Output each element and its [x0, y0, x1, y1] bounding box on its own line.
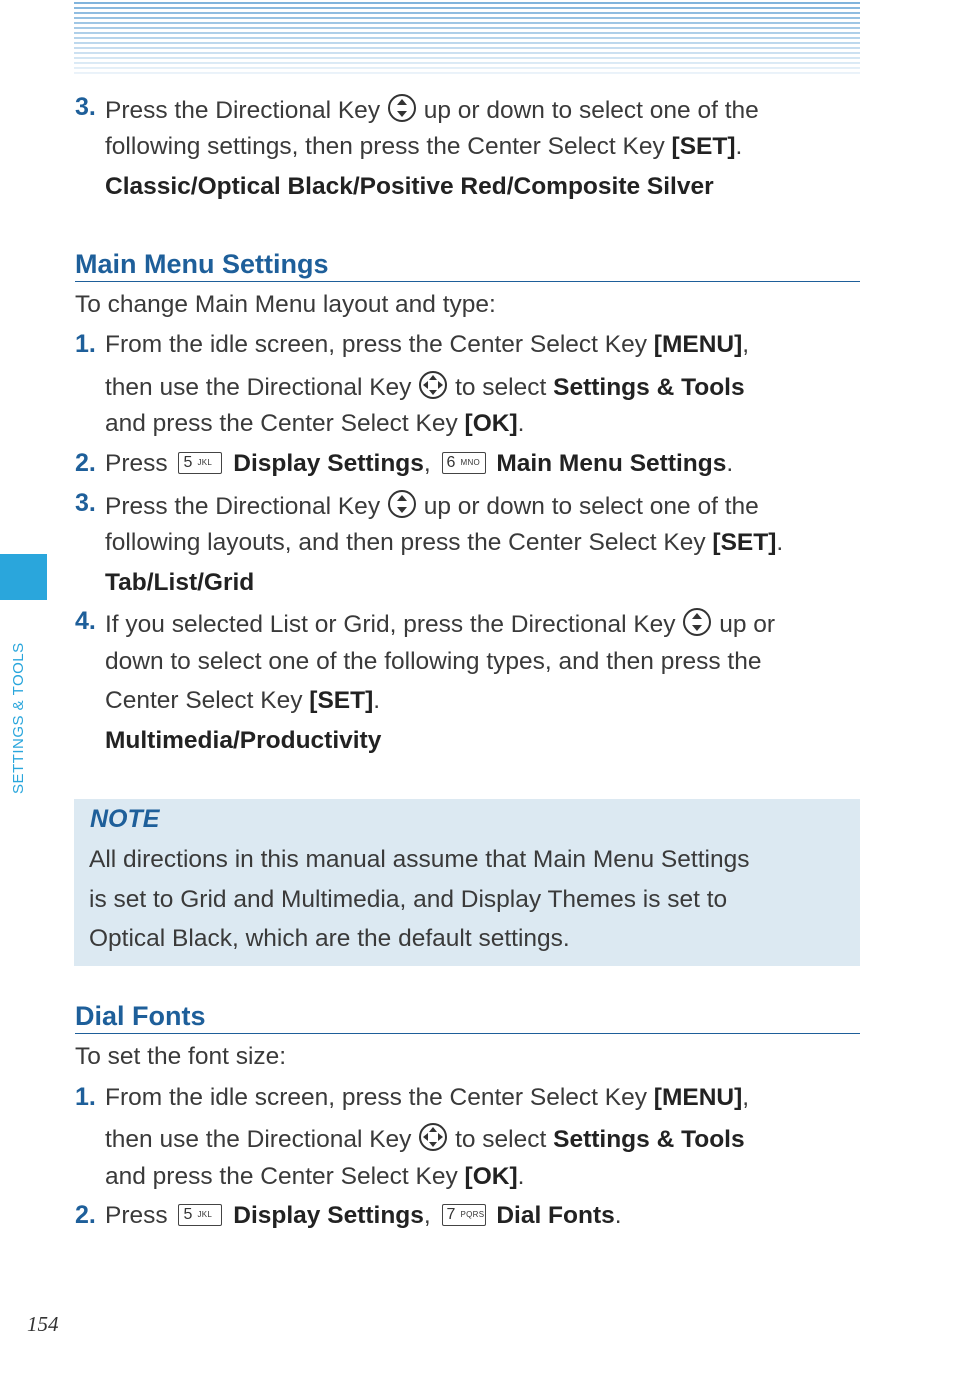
- step-number: 4.: [75, 607, 96, 635]
- key-letters: JKL: [197, 1210, 213, 1219]
- note-text: is set to Grid and Multimedia, and Display Themes is set to: [89, 886, 728, 913]
- step-text: Press the Directional Key: [105, 97, 381, 124]
- step-text: following settings, then press the Center Select Key: [105, 133, 665, 160]
- options-text: Multimedia/Productivity: [105, 727, 382, 754]
- key-letters: PQRS: [460, 1210, 485, 1219]
- options-text: Classic/Optical Black/Positive Red/Composite Silver: [105, 173, 714, 200]
- step-text: From the idle screen, press the Center Select Key: [105, 331, 647, 358]
- menu-item-label: Main Menu Settings: [496, 450, 727, 477]
- step-line: [105, 93, 759, 131]
- step-number: 1.: [75, 1083, 96, 1111]
- menu-item-label: Dial Fonts: [496, 1202, 615, 1229]
- key-digit: 6: [446, 454, 456, 471]
- key-digit: 7: [446, 1206, 456, 1223]
- key-letters: JKL: [197, 458, 213, 467]
- step-text: Press: [105, 450, 168, 477]
- directional-4way-icon: [418, 1122, 448, 1160]
- step-line: [105, 1201, 622, 1231]
- section-heading-dial-fonts: Dial Fonts: [75, 1001, 860, 1034]
- step-number: 3.: [75, 489, 96, 517]
- directional-updown-icon: [387, 489, 417, 527]
- header-decoration-band: [74, 2, 860, 74]
- step-line: [105, 686, 380, 716]
- step-text: then use the Directional Key: [105, 374, 412, 401]
- menu-item-label: Settings & Tools: [553, 374, 745, 401]
- step-line: [105, 1162, 524, 1192]
- step-number: 1.: [75, 330, 96, 358]
- step-text: up or down to select one of the: [423, 493, 759, 520]
- step-number: 3.: [75, 93, 96, 121]
- note-text: All directions in this manual assume that Main Menu Settings: [89, 846, 750, 873]
- step-text: Press: [105, 1202, 168, 1229]
- punctuation: ,: [742, 1084, 750, 1111]
- punctuation: .: [726, 450, 734, 477]
- key-letters: MNO: [460, 458, 481, 467]
- step-text: If you selected List or Grid, press the Directional Key: [105, 611, 676, 638]
- step-text: and press the Center Select Key: [105, 1163, 458, 1190]
- step-line: [105, 370, 745, 408]
- set-key-label: [SET]: [671, 133, 736, 160]
- set-key-label: [SET]: [712, 529, 777, 556]
- step-text: and press the Center Select Key: [105, 410, 458, 437]
- ok-key-label: [OK]: [464, 1163, 518, 1190]
- step-line: [105, 449, 733, 479]
- step-text: to select: [455, 374, 547, 401]
- key-digit: 5: [183, 1206, 193, 1223]
- punctuation: .: [373, 687, 381, 714]
- directional-updown-icon: [682, 607, 712, 645]
- ok-key-label: [OK]: [464, 410, 518, 437]
- keypad-5-icon: [178, 452, 222, 474]
- options-text: Tab/List/Grid: [105, 569, 255, 596]
- step-text: up or: [719, 611, 776, 638]
- step-text: up or down to select one of the: [423, 97, 759, 124]
- punctuation: .: [517, 1163, 525, 1190]
- menu-key-label: [MENU]: [653, 1084, 743, 1111]
- page-number: 154: [27, 1312, 59, 1336]
- step-text: following layouts, and then press the Center Select Key: [105, 529, 706, 556]
- step-text: Center Select Key: [105, 687, 303, 714]
- punctuation: .: [517, 410, 525, 437]
- step-line: [105, 607, 775, 645]
- punctuation: ,: [742, 331, 750, 358]
- step-options: [105, 726, 381, 756]
- punctuation: ,: [423, 450, 431, 477]
- step-text: to select: [455, 1126, 547, 1153]
- section-side-label: SETTINGS & TOOLS: [10, 642, 27, 794]
- punctuation: ,: [423, 1202, 431, 1229]
- keypad-5-icon: [178, 1204, 222, 1226]
- menu-key-label: [MENU]: [653, 331, 743, 358]
- step-line: [105, 1083, 749, 1113]
- step-text: From the idle screen, press the Center Select Key: [105, 1084, 647, 1111]
- note-text: Optical Black, which are the default settings.: [89, 925, 570, 952]
- note-title: NOTE: [90, 805, 160, 833]
- step-options: [105, 172, 714, 202]
- punctuation: .: [776, 529, 784, 556]
- key-digit: 5: [183, 454, 193, 471]
- section-intro: To set the font size:: [75, 1043, 287, 1070]
- set-key-label: [SET]: [309, 687, 374, 714]
- directional-4way-icon: [418, 370, 448, 408]
- menu-item-label: Display Settings: [233, 450, 424, 477]
- menu-item-label: Settings & Tools: [553, 1126, 745, 1153]
- step-line: down to select one of the following types, and then press the: [105, 648, 762, 675]
- step-line: [105, 330, 749, 360]
- step-number: 2.: [75, 1201, 96, 1229]
- step-line: [105, 489, 759, 527]
- keypad-7-icon: [442, 1204, 486, 1226]
- punctuation: .: [614, 1202, 622, 1229]
- keypad-6-icon: [442, 452, 486, 474]
- menu-item-label: Display Settings: [233, 1202, 424, 1229]
- step-line: [105, 528, 783, 558]
- step-line: [105, 409, 524, 439]
- step-line: [105, 132, 742, 162]
- step-number: 2.: [75, 449, 96, 477]
- step-line: [105, 1122, 745, 1160]
- step-options: [105, 568, 254, 598]
- directional-updown-icon: [387, 93, 417, 131]
- step-text: Press the Directional Key: [105, 493, 381, 520]
- section-intro: To change Main Menu layout and type:: [75, 291, 496, 318]
- punctuation: .: [735, 133, 743, 160]
- step-text: then use the Directional Key: [105, 1126, 412, 1153]
- section-heading-main-menu: Main Menu Settings: [75, 249, 860, 282]
